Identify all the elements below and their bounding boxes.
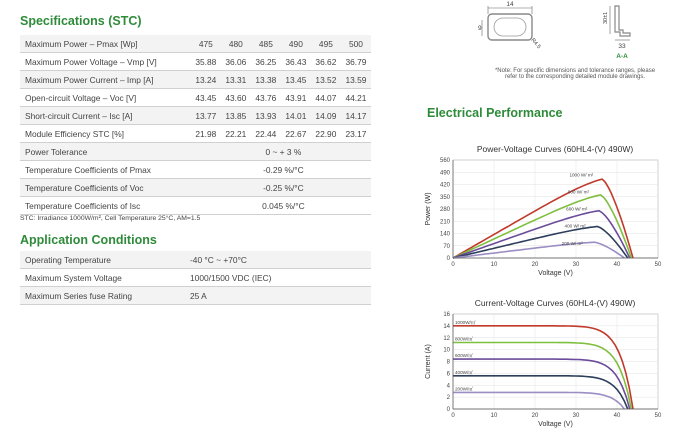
series-label: 400 W/ m² <box>564 223 586 229</box>
x-tick-label: 10 <box>490 413 498 419</box>
y-axis-label: Power (W) <box>425 192 432 226</box>
spec-value: -0.25 %/°C <box>191 179 371 197</box>
series-label: 600 W/ m² <box>566 206 588 212</box>
y-tick-label: 14 <box>443 323 450 330</box>
application-label: Maximum Series fuse Rating <box>20 287 185 305</box>
spec-value: 14.09 <box>311 107 341 125</box>
series-label: 600W/㎡ <box>455 353 473 359</box>
spec-row <box>20 143 371 161</box>
y-tick-label: 350 <box>439 194 450 201</box>
spec-label: Temperature Coefficients of Isc <box>20 197 191 215</box>
stc-footnote: STC: Irradiance 1000W/m², Cell Temperature 25°C, AM=1.5 <box>20 215 201 222</box>
spec-value: 43.76 <box>251 89 281 107</box>
spec-value: 43.60 <box>221 89 251 107</box>
x-tick-label: 30 <box>572 413 580 419</box>
spec-label: Power Tolerance <box>20 143 191 161</box>
application-value: 1000/1500 VDC (IEC) <box>185 269 371 287</box>
spec-value: 13.24 <box>191 71 221 89</box>
spec-row <box>20 35 371 53</box>
section-aa-label: A-A <box>616 53 628 60</box>
spec-value: 43.91 <box>281 89 311 107</box>
spec-value: 22.21 <box>221 125 251 143</box>
x-tick-label: 50 <box>654 262 662 268</box>
spec-label: Maximum Power Current – Imp [A] <box>20 71 191 89</box>
spec-row <box>20 71 371 89</box>
y-tick-label: 490 <box>439 170 450 177</box>
spec-value: 36.25 <box>251 53 281 71</box>
x-tick-label: 40 <box>613 413 621 419</box>
spec-value: 22.90 <box>311 125 341 143</box>
pv-chart-title: Power-Voltage Curves (60HL4-(V) 490W) <box>476 144 634 154</box>
application-value: -40 °C ~ +70°C <box>185 251 371 269</box>
spec-row <box>20 107 371 125</box>
dim-r-label: R4.5 <box>529 37 542 51</box>
series-label: 800 W/ m² <box>567 189 589 195</box>
x-tick-label: 50 <box>654 413 662 419</box>
dim-33-label: 33 <box>618 43 626 50</box>
spec-value: 36.79 <box>341 53 371 71</box>
spec-value: 22.67 <box>281 125 311 143</box>
spec-label: Maximum Power Voltage – Vmp [V] <box>20 53 191 71</box>
spec-value: 35.88 <box>191 53 221 71</box>
application-label: Maximum System Voltage <box>20 269 185 287</box>
x-axis-label: Voltage (V) <box>538 270 573 277</box>
spec-value: 0 ~ + 3 % <box>191 143 371 161</box>
application-value: 25 A <box>185 287 371 305</box>
x-tick-label: 20 <box>531 262 539 268</box>
spec-value: 13.77 <box>191 107 221 125</box>
y-tick-label: 210 <box>439 219 450 226</box>
dim-9-label: 9 <box>478 25 482 32</box>
spec-value: 0.045 %/°C <box>191 197 371 215</box>
x-tick-label: 10 <box>490 262 498 268</box>
x-tick-label: 20 <box>531 413 539 419</box>
x-tick-label: 30 <box>572 262 580 268</box>
spec-value: 475 <box>191 35 221 53</box>
application-conditions-title: Application Conditions <box>20 233 157 247</box>
x-tick-label: 40 <box>613 262 621 268</box>
y-tick-label: 2 <box>446 395 450 402</box>
y-tick-label: 6 <box>446 371 450 378</box>
y-tick-label: 0 <box>446 256 450 262</box>
application-row <box>20 287 371 305</box>
application-conditions-table <box>20 251 371 305</box>
spec-value: 44.07 <box>311 89 341 107</box>
spec-value: 13.59 <box>341 71 371 89</box>
y-tick-label: 420 <box>439 182 450 189</box>
drawing-note: *Note: For specific dimensions and tolerance ranges, please refer to the corresponding detailed module drawings. <box>494 68 656 80</box>
spec-value: -0.29 %/°C <box>191 161 371 179</box>
spec-value: 485 <box>251 35 281 53</box>
spec-value: 13.93 <box>251 107 281 125</box>
spec-value: 13.38 <box>251 71 281 89</box>
spec-row <box>20 179 371 197</box>
spec-value: 14.17 <box>341 107 371 125</box>
spec-value: 21.98 <box>191 125 221 143</box>
x-tick-label: 0 <box>451 262 455 268</box>
spec-value: 500 <box>341 35 371 53</box>
series-label: 800W/㎡ <box>455 336 473 342</box>
spec-row <box>20 125 371 143</box>
series-label: 200W/㎡ <box>455 386 473 392</box>
spec-label: Module Efficiency STC [%] <box>20 125 191 143</box>
spec-label: Temperature Coefficients of Pmax <box>20 161 191 179</box>
series-label: 1000W/㎡ <box>455 319 476 325</box>
y-tick-label: 4 <box>446 383 450 390</box>
x-tick-label: 0 <box>451 413 455 419</box>
application-label: Operating Temperature <box>20 251 185 269</box>
spec-value: 13.85 <box>221 107 251 125</box>
spec-value: 14.01 <box>281 107 311 125</box>
y-tick-label: 8 <box>446 359 450 366</box>
spec-row <box>20 53 371 71</box>
frame-cross-section-drawing <box>470 0 680 62</box>
series-label: 400W/㎡ <box>455 369 473 375</box>
spec-value: 22.44 <box>251 125 281 143</box>
y-tick-label: 10 <box>443 347 450 354</box>
spec-value: 13.31 <box>221 71 251 89</box>
dim-30-label: 30±1 <box>603 11 609 24</box>
spec-value: 23.17 <box>341 125 371 143</box>
series-label: 1000 W/ m² <box>569 172 594 178</box>
y-tick-label: 16 <box>443 312 450 318</box>
y-tick-label: 280 <box>439 207 450 213</box>
spec-value: 44.21 <box>341 89 371 107</box>
spec-value: 13.52 <box>311 71 341 89</box>
spec-value: 36.06 <box>221 53 251 71</box>
x-axis-label: Voltage (V) <box>538 421 573 428</box>
spec-value: 43.45 <box>191 89 221 107</box>
iv-chart-title: Current-Voltage Curves (60HL4-(V) 490W) <box>474 298 636 308</box>
spec-row <box>20 161 371 179</box>
application-row <box>20 269 371 287</box>
spec-value: 480 <box>221 35 251 53</box>
dim-14-label: 14 <box>506 1 514 8</box>
y-tick-label: 70 <box>443 243 450 250</box>
spec-row <box>20 89 371 107</box>
y-tick-label: 12 <box>443 335 450 342</box>
y-tick-label: 0 <box>446 407 450 413</box>
spec-value: 36.43 <box>281 53 311 71</box>
specifications-title: Specifications (STC) <box>20 14 142 28</box>
spec-value: 36.62 <box>311 53 341 71</box>
spec-label: Temperature Coefficients of Voc <box>20 179 191 197</box>
spec-value: 495 <box>311 35 341 53</box>
spec-row <box>20 197 371 215</box>
y-tick-label: 140 <box>439 231 450 238</box>
power-voltage-chart <box>420 155 690 283</box>
y-tick-label: 560 <box>439 158 450 164</box>
specifications-table <box>20 35 371 215</box>
current-voltage-chart <box>420 309 690 433</box>
y-axis-label: Current (A) <box>425 344 432 379</box>
spec-value: 490 <box>281 35 311 53</box>
spec-label: Open-circuit Voltage – Voc [V] <box>20 89 191 107</box>
spec-value: 13.45 <box>281 71 311 89</box>
electrical-performance-title: Electrical Performance <box>427 106 563 120</box>
series-label: 200 W/ m² <box>561 240 583 246</box>
spec-label: Maximum Power – Pmax [Wp] <box>20 35 191 53</box>
application-row <box>20 251 371 269</box>
spec-label: Short-circuit Current – Isc [A] <box>20 107 191 125</box>
